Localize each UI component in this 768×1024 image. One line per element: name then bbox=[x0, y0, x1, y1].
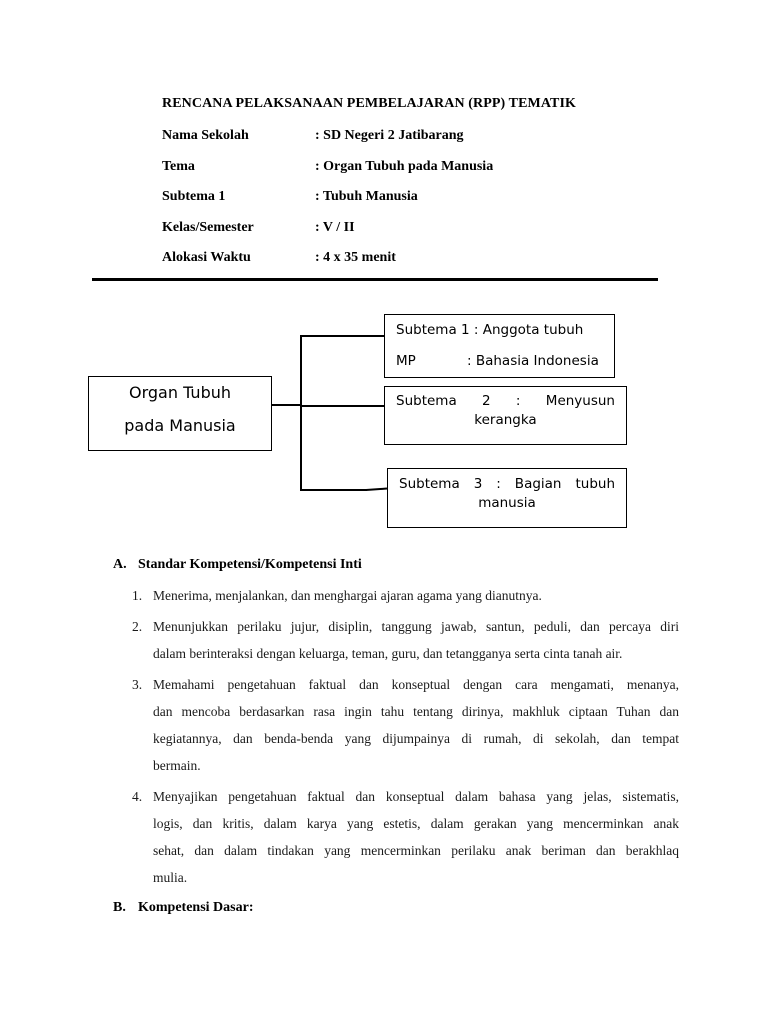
list-number: 4. bbox=[132, 789, 143, 804]
sub1-title: Subtema 1 : Anggota tubuh bbox=[396, 322, 584, 338]
diagram-main-box bbox=[88, 376, 272, 451]
sub3-subtitle: manusia bbox=[478, 495, 536, 511]
info-value: : Tubuh Manusia bbox=[315, 189, 418, 204]
info-value: : Organ Tubuh pada Manusia bbox=[315, 159, 494, 174]
list-line: mulia. bbox=[153, 870, 188, 885]
list-line: Menyajikan pengetahuan faktual dan konseptual dalam bahasa yang jelas, sistematis, bbox=[153, 789, 679, 804]
header-divider bbox=[92, 278, 658, 281]
list-line: Menerima, menjalankan, dan menghargai ajaran agama yang dianutnya. bbox=[153, 588, 542, 603]
info-label: Nama Sekolah bbox=[162, 128, 249, 143]
list-line: dan mencoba berdasarkan rasa ingin tahu tentang dirinya, makhluk ciptaan Tuhan dan bbox=[153, 704, 679, 719]
list-line: logis, dan kritis, dalam karya yang estetis, dalam gerakan yang mencerminkan anak bbox=[153, 816, 679, 831]
connector-sub3-tail bbox=[366, 488, 387, 491]
section-title: Kompetensi Dasar: bbox=[138, 900, 254, 915]
diagram-subtheme-2-box bbox=[384, 386, 627, 445]
connector-vertical bbox=[300, 335, 302, 490]
section-letter: B. bbox=[113, 900, 126, 915]
connector-sub3 bbox=[300, 489, 367, 491]
list-number: 1. bbox=[132, 588, 143, 603]
list-number: 3. bbox=[132, 677, 143, 692]
list-number: 2. bbox=[132, 619, 143, 634]
list-line: Memahami pengetahuan faktual dan konseptual dengan cara mengamati, menanya, bbox=[153, 677, 679, 692]
info-label: Alokasi Waktu bbox=[162, 250, 251, 265]
list-line: kegiatannya, dan benda-benda yang dijumpainya di rumah, di sekolah, dan tempat bbox=[153, 731, 679, 746]
info-label: Tema bbox=[162, 159, 195, 174]
main-box-line: Organ Tubuh bbox=[129, 383, 231, 402]
sub3-title: Subtema 3 : Bagian tubuh bbox=[399, 476, 615, 492]
main-box-line: pada Manusia bbox=[124, 416, 236, 435]
info-value: : V / II bbox=[315, 220, 355, 235]
diagram-subtheme-3-box bbox=[387, 468, 627, 528]
list-line: sehat, dan dalam tindakan yang mencerminkan perilaku anak beriman dan berakhlaq bbox=[153, 843, 679, 858]
sub1-mp-label: MP bbox=[396, 353, 416, 369]
info-value: : 4 x 35 menit bbox=[315, 250, 396, 265]
connector-sub2 bbox=[300, 405, 384, 407]
connector-sub1 bbox=[300, 335, 384, 337]
section-letter: A. bbox=[113, 557, 127, 572]
connector-main bbox=[272, 404, 301, 406]
info-value: : SD Negeri 2 Jatibarang bbox=[315, 128, 464, 143]
sub2-title: Subtema 2 : Menyusun bbox=[396, 393, 615, 409]
list-line: bermain. bbox=[153, 758, 201, 773]
list-line: Menunjukkan perilaku jujur, disiplin, tanggung jawab, santun, peduli, dan percaya diri bbox=[153, 619, 679, 634]
sub2-subtitle: kerangka bbox=[474, 412, 537, 428]
diagram-subtheme-1-box bbox=[384, 314, 615, 378]
info-label: Kelas/Semester bbox=[162, 220, 254, 235]
info-label: Subtema 1 bbox=[162, 189, 226, 204]
document-title: RENCANA PELAKSANAAN PEMBELAJARAN (RPP) TEMATIK bbox=[162, 96, 576, 111]
sub1-mp-value: : Bahasia Indonesia bbox=[467, 353, 599, 369]
section-title: Standar Kompetensi/Kompetensi Inti bbox=[138, 557, 362, 572]
list-line: dalam berinteraksi dengan keluarga, teman, guru, dan tetangganya serta cinta tanah air. bbox=[153, 646, 623, 661]
